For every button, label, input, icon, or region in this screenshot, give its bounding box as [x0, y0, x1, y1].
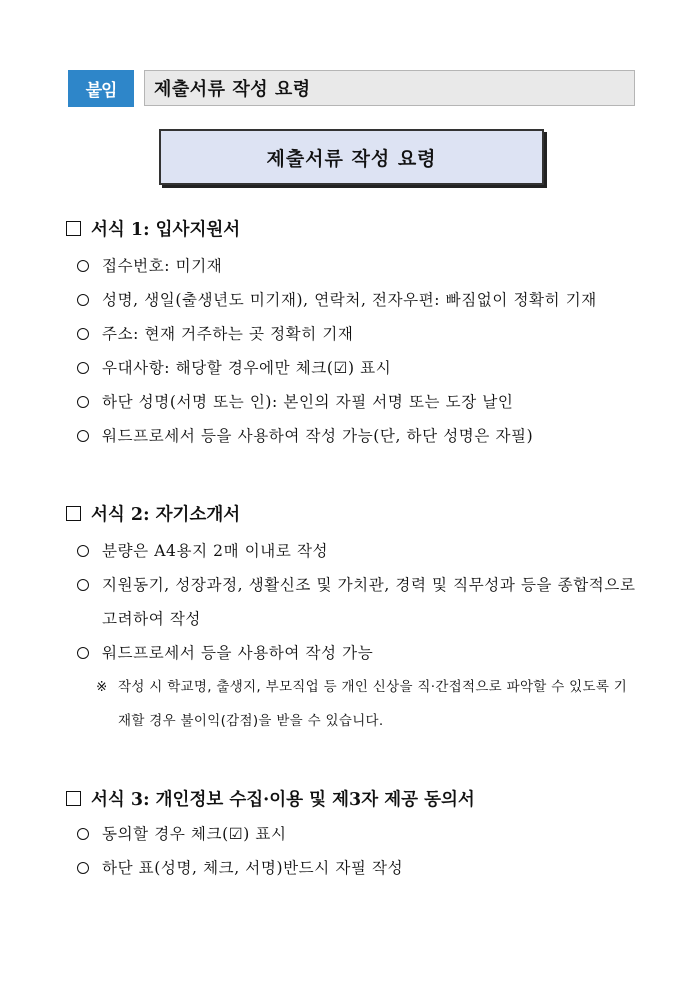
reference-mark-icon: ※ — [96, 679, 108, 695]
list-item: 성명, 생일(출생년도 미기재), 연락처, 전자우편: 빠짐없이 정확히 기재 — [66, 283, 646, 317]
circle-bullet-icon — [77, 430, 89, 442]
section-heading — [66, 783, 646, 813]
section-heading-text: 서식 2: 자기소개서 — [91, 504, 241, 525]
list-item: 동의할 경우 체크(☑) 표시 — [66, 817, 646, 851]
circle-bullet-icon — [77, 396, 89, 408]
square-bullet-icon — [66, 221, 81, 236]
list-item: 하단 성명(서명 또는 인): 본인의 자필 서명 또는 도장 날인 — [66, 385, 646, 419]
attachment-badge: 붙임 — [68, 70, 134, 107]
section-form-3 — [66, 783, 646, 885]
circle-bullet-icon — [77, 579, 89, 591]
circle-bullet-icon — [77, 362, 89, 374]
circle-bullet-icon — [77, 828, 89, 840]
circle-bullet-icon — [77, 862, 89, 874]
list-item: 하단 표(성명, 체크, 서명)반드시 자필 작성 — [66, 851, 646, 885]
circle-bullet-icon — [77, 545, 89, 557]
section-form-1 — [66, 213, 646, 453]
document-title-box: 제출서류 작성 요령 — [159, 129, 544, 185]
list-item: 워드프로세서 등을 사용하여 작성 가능(단, 하단 성명은 자필) — [66, 419, 646, 453]
header-row — [68, 70, 635, 107]
section-form-2 — [66, 498, 646, 738]
list-item: 우대사항: 해당할 경우에만 체크(☑) 표시 — [66, 351, 646, 385]
circle-bullet-icon — [77, 260, 89, 272]
square-bullet-icon — [66, 791, 81, 806]
circle-bullet-icon — [77, 328, 89, 340]
circle-bullet-icon — [77, 294, 89, 306]
list-item: 지원동기, 성장과정, 생활신조 및 가치관, 경력 및 직무성과 등을 종합적으로 고려하여 작성 — [66, 568, 646, 636]
list-item: 접수번호: 미기재 — [66, 249, 646, 283]
header-title: 제출서류 작성 요령 — [144, 70, 635, 106]
warning-note: ※ 작성 시 학교명, 출생지, 부모직업 등 개인 신상을 직·간접적으로 파악할 수 있도록 기재할 경우 불이익(감점)을 받을 수 있습니다. — [66, 670, 646, 738]
section-heading — [66, 213, 646, 243]
list-item: 분량은 A4용지 2매 이내로 작성 — [66, 534, 646, 568]
section-heading — [66, 498, 646, 528]
circle-bullet-icon — [77, 647, 89, 659]
list-item: 주소: 현재 거주하는 곳 정확히 기재 — [66, 317, 646, 351]
square-bullet-icon — [66, 506, 81, 521]
section-heading-text: 서식 1: 입사지원서 — [91, 219, 241, 240]
list-item: 워드프로세서 등을 사용하여 작성 가능 — [66, 636, 646, 670]
section-heading-text: 서식 3: 개인정보 수집·이용 및 제3자 제공 동의서 — [91, 789, 475, 810]
